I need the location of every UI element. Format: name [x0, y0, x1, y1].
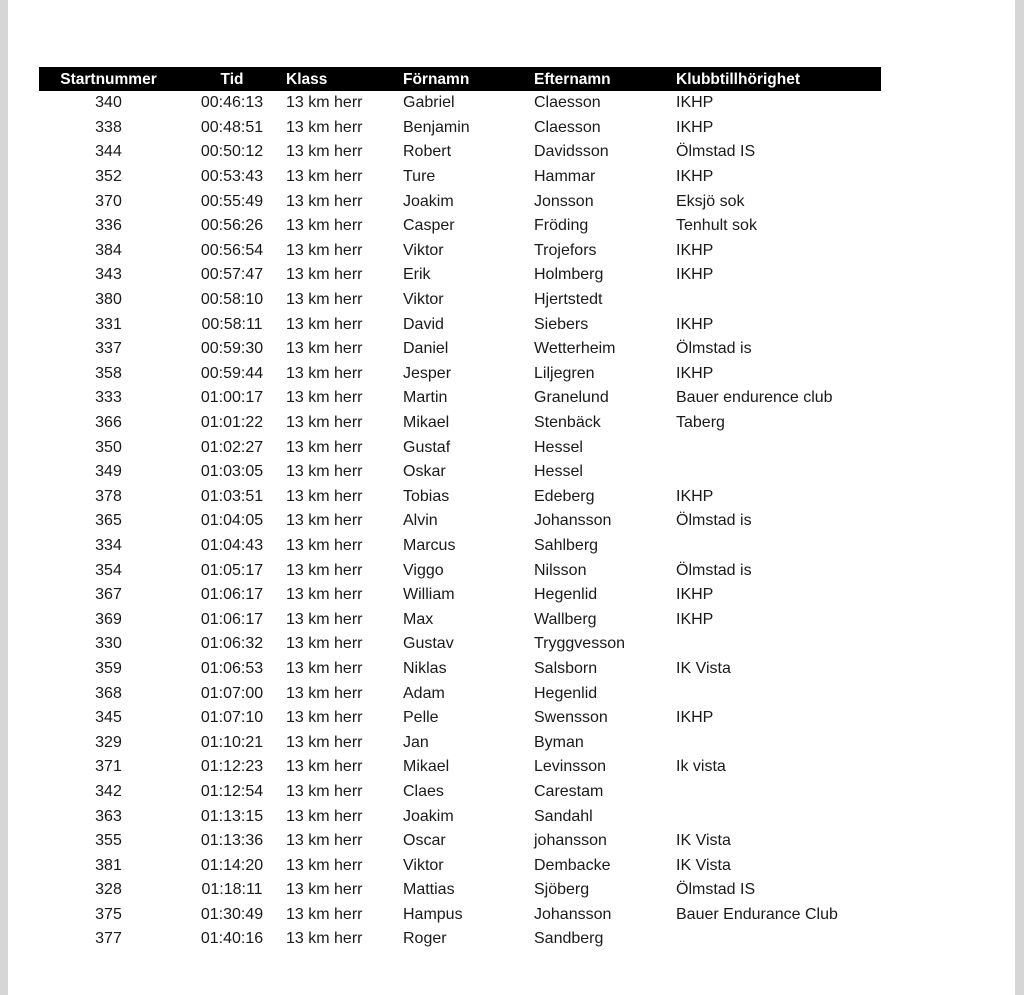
cell-klubbtillhorighet: Taberg [676, 414, 725, 432]
header-fornamn: Förnamn [403, 70, 470, 88]
cell-efternamn: Hjertstedt [534, 291, 603, 309]
cell-tid: 01:06:53 [200, 659, 264, 677]
cell-tid: 01:06:17 [200, 586, 264, 604]
cell-startnummer: 340 [95, 94, 122, 112]
table-row [39, 706, 881, 731]
cell-efternamn: Salsborn [534, 659, 598, 677]
table-row [39, 239, 881, 264]
cell-fornamn: Daniel [403, 340, 449, 358]
cell-startnummer: 350 [95, 438, 122, 456]
cell-efternamn: Carestam [534, 782, 604, 800]
cell-klubbtillhorighet: Ölmstad is [676, 340, 752, 358]
cell-tid: 00:48:51 [200, 118, 264, 136]
cell-klubbtillhorighet: Ölmstad IS [676, 143, 756, 161]
table-row [39, 411, 881, 436]
cell-klass: 13 km herr [286, 586, 363, 604]
cell-startnummer: 377 [95, 930, 122, 948]
cell-startnummer: 369 [95, 610, 122, 628]
cell-fornamn: Oscar [403, 832, 446, 850]
results-table-container [39, 67, 881, 952]
cell-klubbtillhorighet [676, 780, 881, 805]
table-row [39, 632, 881, 657]
header-efternamn: Efternamn [534, 70, 611, 88]
cell-klass: 13 km herr [286, 487, 363, 505]
cell-fornamn: Alvin [403, 512, 438, 530]
header-startnummer: Startnummer [60, 70, 157, 88]
cell-tid: 01:05:17 [200, 561, 264, 579]
cell-klubbtillhorighet: Ölmstad IS [676, 881, 756, 899]
cell-efternamn: Siebers [534, 315, 589, 333]
cell-tid: 01:02:27 [200, 438, 264, 456]
cell-fornamn: Max [403, 610, 434, 628]
cell-fornamn: Jesper [403, 364, 452, 382]
cell-klass: 13 km herr [286, 340, 363, 358]
cell-tid: 01:30:49 [200, 905, 264, 923]
cell-startnummer: 330 [95, 635, 122, 653]
cell-klass: 13 km herr [286, 610, 363, 628]
cell-efternamn: Trojefors [534, 241, 597, 259]
cell-klass: 13 km herr [286, 315, 363, 333]
cell-klubbtillhorighet: IKHP [676, 94, 714, 112]
cell-efternamn: Claesson [534, 118, 601, 136]
cell-startnummer: 375 [95, 905, 122, 923]
cell-fornamn: Casper [403, 217, 455, 235]
cell-startnummer: 378 [95, 487, 122, 505]
cell-klubbtillhorighet: IKHP [676, 586, 714, 604]
cell-efternamn: Holmberg [534, 266, 604, 284]
cell-klass: 13 km herr [286, 168, 363, 186]
document-page [8, 0, 1015, 995]
cell-startnummer: 380 [95, 291, 122, 309]
cell-startnummer: 328 [95, 881, 122, 899]
cell-fornamn: Oskar [403, 463, 446, 481]
table-row [39, 460, 881, 485]
cell-klubbtillhorighet: Ölmstad is [676, 512, 752, 530]
table-row [39, 263, 881, 288]
cell-klass: 13 km herr [286, 659, 363, 677]
cell-tid: 00:50:12 [200, 143, 264, 161]
cell-startnummer: 338 [95, 118, 122, 136]
table-row [39, 804, 881, 829]
cell-klass: 13 km herr [286, 192, 363, 210]
cell-klass: 13 km herr [286, 364, 363, 382]
cell-startnummer: 368 [95, 684, 122, 702]
table-row [39, 780, 881, 805]
cell-fornamn: Pelle [403, 709, 439, 727]
cell-klass: 13 km herr [286, 684, 363, 702]
cell-fornamn: Claes [403, 782, 444, 800]
cell-fornamn: Jan [403, 733, 429, 751]
cell-klubbtillhorighet [676, 632, 881, 657]
table-row [39, 214, 881, 239]
cell-efternamn: Hessel [534, 438, 583, 456]
cell-klass: 13 km herr [286, 438, 363, 456]
cell-klass: 13 km herr [286, 881, 363, 899]
cell-efternamn: Dembacke [534, 856, 611, 874]
table-row [39, 288, 881, 313]
cell-startnummer: 345 [95, 709, 122, 727]
cell-efternamn: Johansson [534, 512, 612, 530]
cell-fornamn: Joakim [403, 192, 454, 210]
cell-klubbtillhorighet [676, 288, 881, 313]
cell-startnummer: 334 [95, 536, 122, 554]
cell-efternamn: Edeberg [534, 487, 595, 505]
cell-tid: 00:46:13 [200, 94, 264, 112]
cell-klass: 13 km herr [286, 536, 363, 554]
cell-klubbtillhorighet: Bauer endurence club [676, 389, 833, 407]
cell-startnummer: 352 [95, 168, 122, 186]
cell-klass: 13 km herr [286, 414, 363, 432]
cell-klubbtillhorighet: IKHP [676, 241, 714, 259]
cell-klubbtillhorighet [676, 804, 881, 829]
cell-tid: 01:01:22 [200, 414, 264, 432]
cell-tid: 01:07:10 [200, 709, 264, 727]
cell-fornamn: Mattias [403, 881, 455, 899]
cell-fornamn: Viktor [403, 241, 444, 259]
table-row [39, 583, 881, 608]
cell-tid: 01:40:16 [200, 930, 264, 948]
cell-efternamn: Stenbäck [534, 414, 601, 432]
cell-klubbtillhorighet: Ik vista [676, 758, 726, 776]
table-row [39, 312, 881, 337]
cell-klubbtillhorighet [676, 435, 881, 460]
table-row [39, 91, 881, 116]
cell-klass: 13 km herr [286, 758, 363, 776]
cell-klubbtillhorighet: IKHP [676, 315, 714, 333]
table-row [39, 755, 881, 780]
cell-startnummer: 370 [95, 192, 122, 210]
cell-startnummer: 354 [95, 561, 122, 579]
cell-tid: 00:59:30 [200, 340, 264, 358]
cell-klubbtillhorighet [676, 460, 881, 485]
cell-klass: 13 km herr [286, 266, 363, 284]
cell-startnummer: 336 [95, 217, 122, 235]
table-row [39, 878, 881, 903]
cell-klubbtillhorighet: IK Vista [676, 856, 731, 874]
cell-klass: 13 km herr [286, 832, 363, 850]
cell-efternamn: Byman [534, 733, 584, 751]
cell-fornamn: Viggo [403, 561, 444, 579]
cell-efternamn: Nilsson [534, 561, 587, 579]
cell-efternamn: Tryggvesson [534, 635, 625, 653]
cell-efternamn: Hegenlid [534, 586, 598, 604]
cell-fornamn: Gabriel [403, 94, 455, 112]
cell-fornamn: Erik [403, 266, 431, 284]
cell-klubbtillhorighet: IK Vista [676, 832, 731, 850]
cell-klass: 13 km herr [286, 241, 363, 259]
cell-tid: 01:06:32 [200, 635, 264, 653]
cell-startnummer: 381 [95, 856, 122, 874]
table-row [39, 165, 881, 190]
cell-startnummer: 333 [95, 389, 122, 407]
cell-fornamn: Marcus [403, 536, 456, 554]
cell-tid: 01:13:36 [200, 832, 264, 850]
cell-klubbtillhorighet: IK Vista [676, 659, 731, 677]
cell-efternamn: Wallberg [534, 610, 597, 628]
table-row [39, 829, 881, 854]
cell-startnummer: 343 [95, 266, 122, 284]
cell-tid: 01:18:11 [201, 881, 263, 899]
cell-tid: 00:59:44 [200, 364, 264, 382]
cell-efternamn: Claesson [534, 94, 601, 112]
cell-efternamn: Sjöberg [534, 881, 590, 899]
header-tid: Tid [220, 70, 244, 88]
header-row [39, 67, 881, 91]
cell-tid: 00:57:47 [200, 266, 264, 284]
cell-efternamn: Sandahl [534, 807, 593, 825]
cell-klubbtillhorighet [676, 534, 881, 559]
cell-klass: 13 km herr [286, 463, 363, 481]
table-row [39, 927, 881, 952]
cell-klass: 13 km herr [286, 94, 363, 112]
results-table [39, 67, 881, 952]
cell-klubbtillhorighet: IKHP [676, 168, 714, 186]
cell-klubbtillhorighet: IKHP [676, 364, 714, 382]
cell-klass: 13 km herr [286, 143, 363, 161]
cell-tid: 01:10:21 [200, 733, 264, 751]
cell-startnummer: 329 [95, 733, 122, 751]
cell-tid: 01:03:51 [200, 487, 264, 505]
cell-startnummer: 384 [95, 241, 122, 259]
cell-startnummer: 371 [95, 758, 122, 776]
cell-efternamn: Davidsson [534, 143, 609, 161]
cell-startnummer: 349 [95, 463, 122, 481]
cell-klubbtillhorighet: IKHP [676, 487, 714, 505]
cell-startnummer: 363 [95, 807, 122, 825]
cell-klubbtillhorighet: IKHP [676, 118, 714, 136]
cell-startnummer: 355 [95, 832, 122, 850]
cell-klass: 13 km herr [286, 856, 363, 874]
cell-efternamn: Granelund [534, 389, 609, 407]
cell-klass: 13 km herr [286, 782, 363, 800]
cell-fornamn: William [403, 586, 455, 604]
table-row [39, 189, 881, 214]
cell-fornamn: Robert [403, 143, 452, 161]
cell-fornamn: Joakim [403, 807, 454, 825]
cell-fornamn: Gustav [403, 635, 454, 653]
cell-fornamn: Adam [403, 684, 445, 702]
cell-klubbtillhorighet: Eksjö sok [676, 192, 745, 210]
cell-efternamn: Levinsson [534, 758, 607, 776]
cell-tid: 00:53:43 [200, 168, 264, 186]
cell-efternamn: johansson [534, 832, 607, 850]
cell-tid: 01:07:00 [200, 684, 264, 702]
cell-fornamn: Viktor [403, 291, 444, 309]
cell-klass: 13 km herr [286, 905, 363, 923]
cell-startnummer: 344 [95, 143, 122, 161]
cell-klass: 13 km herr [286, 709, 363, 727]
cell-tid: 00:56:26 [200, 217, 264, 235]
cell-tid: 01:06:17 [200, 610, 264, 628]
cell-klass: 13 km herr [286, 561, 363, 579]
cell-klass: 13 km herr [286, 291, 363, 309]
cell-tid: 01:04:05 [200, 512, 264, 530]
cell-startnummer: 359 [95, 659, 122, 677]
cell-klass: 13 km herr [286, 217, 363, 235]
cell-klass: 13 km herr [286, 389, 363, 407]
cell-fornamn: Benjamin [403, 118, 470, 136]
cell-tid: 01:12:23 [200, 758, 264, 776]
cell-fornamn: Roger [403, 930, 447, 948]
cell-klass: 13 km herr [286, 733, 363, 751]
cell-efternamn: Swensson [534, 709, 608, 727]
cell-startnummer: 331 [95, 315, 122, 333]
table-body [39, 91, 881, 952]
cell-startnummer: 367 [95, 586, 122, 604]
table-row [39, 607, 881, 632]
cell-klass: 13 km herr [286, 635, 363, 653]
cell-fornamn: Hampus [403, 905, 463, 923]
cell-fornamn: Gustaf [403, 438, 451, 456]
cell-efternamn: Hegenlid [534, 684, 598, 702]
cell-klubbtillhorighet [676, 681, 881, 706]
cell-efternamn: Sahlberg [534, 536, 599, 554]
cell-fornamn: Ture [403, 168, 436, 186]
cell-tid: 01:00:17 [200, 389, 264, 407]
table-row [39, 140, 881, 165]
table-row [39, 386, 881, 411]
table-row [39, 509, 881, 534]
table-row [39, 853, 881, 878]
table-row [39, 116, 881, 141]
cell-klubbtillhorighet: IKHP [676, 709, 714, 727]
cell-efternamn: Hammar [534, 168, 596, 186]
cell-startnummer: 337 [95, 340, 122, 358]
cell-fornamn: Mikael [403, 758, 450, 776]
cell-efternamn: Fröding [534, 217, 589, 235]
cell-startnummer: 365 [95, 512, 122, 530]
table-row [39, 681, 881, 706]
cell-klubbtillhorighet: Bauer Endurance Club [676, 905, 838, 923]
table-row [39, 558, 881, 583]
table-row [39, 337, 881, 362]
cell-klubbtillhorighet: Ölmstad is [676, 561, 752, 579]
cell-efternamn: Johansson [534, 905, 612, 923]
table-row [39, 362, 881, 387]
cell-klubbtillhorighet [676, 730, 881, 755]
cell-fornamn: David [403, 315, 444, 333]
cell-tid: 01:03:05 [200, 463, 264, 481]
table-header [39, 67, 881, 91]
cell-klubbtillhorighet: Tenhult sok [676, 217, 757, 235]
cell-efternamn: Sandberg [534, 930, 604, 948]
cell-tid: 01:13:15 [200, 807, 264, 825]
cell-tid: 00:58:10 [200, 291, 264, 309]
cell-fornamn: Viktor [403, 856, 444, 874]
cell-tid: 01:14:20 [200, 856, 264, 874]
cell-tid: 00:55:49 [200, 192, 264, 210]
table-row [39, 903, 881, 928]
cell-klass: 13 km herr [286, 118, 363, 136]
header-klubbtillhorighet: Klubbtillhörighet [676, 70, 800, 88]
cell-efternamn: Wetterheim [534, 340, 616, 358]
cell-tid: 01:04:43 [200, 536, 264, 554]
cell-klass: 13 km herr [286, 512, 363, 530]
cell-tid: 00:56:54 [200, 241, 264, 259]
header-klass: Klass [286, 70, 328, 88]
cell-klass: 13 km herr [286, 930, 363, 948]
table-row [39, 534, 881, 559]
table-row [39, 485, 881, 510]
cell-efternamn: Jonsson [534, 192, 594, 210]
table-row [39, 435, 881, 460]
cell-efternamn: Hessel [534, 463, 583, 481]
cell-efternamn: Liljegren [534, 364, 595, 382]
cell-fornamn: Niklas [403, 659, 447, 677]
cell-klubbtillhorighet: IKHP [676, 610, 714, 628]
cell-startnummer: 358 [95, 364, 122, 382]
table-row [39, 730, 881, 755]
cell-fornamn: Martin [403, 389, 448, 407]
cell-klubbtillhorighet: IKHP [676, 266, 714, 284]
cell-klubbtillhorighet [676, 927, 881, 952]
cell-tid: 00:58:11 [201, 315, 263, 333]
cell-startnummer: 366 [95, 414, 122, 432]
cell-startnummer: 342 [95, 782, 122, 800]
cell-fornamn: Mikael [403, 414, 450, 432]
cell-klass: 13 km herr [286, 807, 363, 825]
cell-fornamn: Tobias [403, 487, 450, 505]
table-row [39, 657, 881, 682]
cell-tid: 01:12:54 [200, 782, 264, 800]
